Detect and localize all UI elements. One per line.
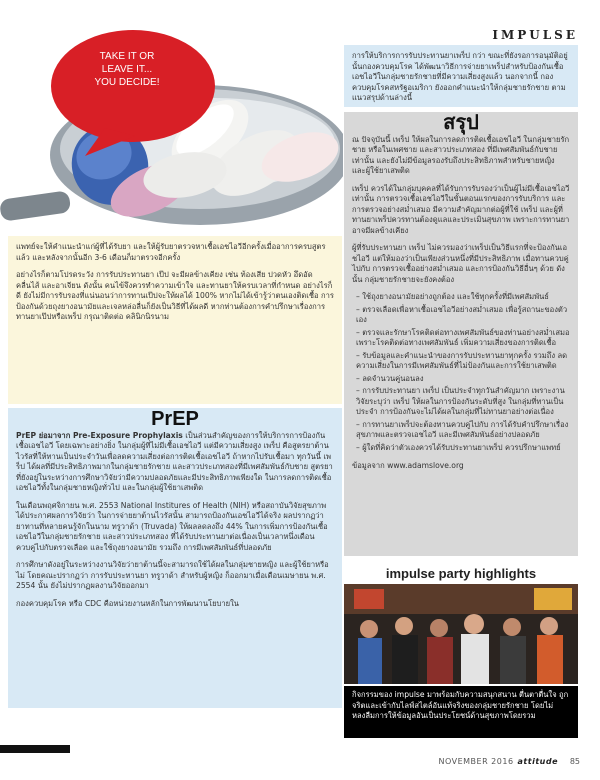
- bubble-text: [68, 50, 186, 89]
- list-item: – การรับประทานยา เพร็ป เป็นประจำทุกวันสำคัญมาก เพราะงานวิจัยระบุว่า เพร็ป ให้ผลในการป้องกันระดับที่สูง ในกลุ่มที่ทานเป็นประจำ การป้องกันจะไม่ได้ผลในกลุ่มที่ไม่ทานยาอย่างต่อเนื่อง: [356, 386, 565, 416]
- paragraph: ณ ปัจจุบันนี้ เพร็ป ให้ผลในการลดการติดเชื้อเอชไอวี ในกลุ่มชายรักชาย หรือในเพศชาย และสาวประเภทสอง ที่มีเพศสัมพันธ์กับชายเท่านั้น และยังไม่มีข้อมูลรองรับถึงประสิทธิภาพสำหรับชายหญิง และผู้ใช้ยาเสพติด: [352, 134, 570, 175]
- list-item: – การทานยาเพร็ปจะต้องทานควบคู่ไปกับ การได้รับคำปรึกษาเรื่องสุขภาพและตรวจเอชไอวี และมีเพศสัมพันธ์อย่างปลอดภัย: [356, 419, 569, 439]
- speech-bubble-shape: [45, 28, 215, 158]
- paragraph: การให้บริการการรับประทานยาเพร็ป กว่า ขณะที่ยังรอการอนุมัติอยู่นั้นกองควบคุมโรค ได้พัฒนาวิธีการจ่ายยาเพร็ปสำหรับป้องกันเชื้อเอชไอวีในกลุ่มชายรักชายที่มีความเสี่ยงสูงแล้ว นอกจากนี้ กองควบคุมโรคสหรัฐอเมริกา ยังออกคำแนะนำให้กลุ่มชายรักชาย ตามแนวสรุปด้านล่างนี้: [352, 51, 568, 102]
- party-photo-illustration: [344, 584, 578, 684]
- list-item: – ตรวจและรักษาโรคติดต่อทางเพศสัมพันธ์ของท่านอย่างสม่ำเสมอ เพราะโรคติดต่อทางเพศสัมพันธ์ เพิ่มความเสี่ยงของการติดเชื้อ: [356, 327, 570, 347]
- paragraph: กองควบคุมโรค หรือ CDC คือหน่วยงานหลักในการพัฒนานโยบายใน: [16, 598, 239, 608]
- prep-heading: PrEP: [151, 408, 199, 430]
- list-item: – รับข้อมูลและคำแนะนำของการรับประทานยาทุกครั้ง รวมถึง ลดความเสี่ยงในการมีเพศสัมพันธ์ที่ไม่ป้องกันและการใช้ยาเสพติด: [356, 350, 568, 370]
- pep-continued-box: [8, 236, 342, 404]
- magazine-section-title: IMPULSE: [492, 28, 578, 42]
- bubble-line: TAKE IT OR: [99, 51, 155, 62]
- paragraph: การศึกษาดังอยู่ในระหว่างงานวิจัยว่ายาต้านนี้จะสามารถใช้ได้ผลในกลุ่มชายหญิง และผู้ใช้ยาหรือไม่ โดยคณะปรากฏว่า การรับประทานยา ทรูวาด้า สำหรับผู้หญิง ก็ออกมาเมื่อเดือนเมษายน พ.ศ. 2554 นั้น ยังไม่ปรากฏผลงานวิจัยออกมา: [16, 560, 329, 590]
- paragraph: [16, 431, 334, 494]
- recommendation-list: [352, 292, 570, 453]
- prep-definition: PrEP ย่อมาจาก Pre-Exposure Prophylaxis: [16, 430, 183, 440]
- paragraph: ผู้ที่รับประทานยา เพร็ป ไม่ควรมองว่าเพร็ปเป็นวิธีแรกที่จะป้องกันเอชไอวี แต่ให้มองว่าเป็นเพียงส่วนหนึ่งที่มีประสิทธิภาพ เมื่อทานควบคู่ไปกับ การตรวจเชื้ออย่างสม่ำเสมอ และการป้องกันวิธีอื่นๆ ด้วย ดังนั้น กลุ่มชายรักชายจะยังคงต้อง: [352, 243, 569, 284]
- magazine-name: attitude: [517, 757, 558, 766]
- take-it-bubble: [45, 28, 215, 162]
- cdc-intro-box: [344, 45, 578, 107]
- list-item: – ลดจำนวนคู่นอนลง: [356, 373, 424, 383]
- page-number: 85: [569, 757, 580, 766]
- paragraph: อย่างไรก็ตามโปรดระวัง การรับประทานยา เป๊ป จะมีผลข้างเคียง เช่น ท้องเสีย ปวดหัว อึดอัด คลื่นไส้ และอาเจียน ดังนั้น คนไข้จึงควรทำความเข้าใจ และทานยาให้ครบเวลาที่กำหนด อย่างไรก็ดี ยังไม่มีการรับรองที่แน่นอนว่าการทานเป๊ปจะให้ผลได้ 100% หากไม่ได้เข้ารู้ว่าตนเองติดเชื้อ การป้องกันด้วยถุงยางอนามัยและเจลหล่อลื่นก็ยังเป็นวิธีที่ได้ผลดี หากท่านต้องการคำปรึกษาเรื่องการทานยาเป๊ปหรือเพร็ป กรุณาติดต่อ คลินิกนิรนาม: [16, 270, 334, 321]
- prep-intro-text: เป็นส่วนสำคัญของการให้บริการการป้องกันเชื้อเอชไอวี โดยเฉพาะอย่างยิ่ง ในกลุ่มผู้ที่ไม่มีเชื้อเอชไอวี แต่มีความเสี่ยงสูง เพร็ป คือสูตรยาต้านไวรัสที่ให้ทานเป็นประจำวันเพื่อลดความเสี่ยงต่อการติดเชื้อเอชไอวี ถ้าหากไปรับเชื้อมา ทุกวันนี้ เพร็ป ได้ผลที่มีประสิทธิภาพมากในกลุ่มชายรักชาย และสาวประเภทสองที่มีเพศสัมพันธ์กับชาย สูตรยาที่ยังอยู่ในระหว่างการศึกษาวิจัยว่ามีความปลอดภัยและมีประสิทธิภาพเพียงใด ในการลดการติดเชื้อเอชไอวีทั้งในกลุ่มชายหญิงทั่วไป และในกลุ่มผู้ใช้ยาเสพติด: [16, 430, 333, 492]
- list-item: – ตรวจเลือดเพื่อหาเชื้อเอชไอวีอย่างสม่ำเสมอ เพื่อรู้สถานะของตัวเอง: [356, 304, 568, 324]
- list-item: – ผู้ใดที่คิดว่าตัวเองควรได้รับประทานยาเพร็ป ควรปรึกษาแพทย์: [356, 442, 561, 452]
- footer-bar: [0, 745, 70, 753]
- paragraph: ในเดือนพฤศจิกายน พ.ศ. 2553 National Institures of Health (NIH) หรือสถาบันวิจัยสุขภาพ ได้ประกาศผลการวิจัยว่า ในการจ่ายยาต้านไวรัสนั้น สามารถป้องกันเอชไอวีได้จริง ผลปรากฏว่า ยาทานที่หลายคนรู้จักในนาม ทรูวาด้า (Truvada) ให้ผลลดลงถึง 44% ในการเพิ่มการป้องกันเชื้อเอชไอวีในกลุ่มชายรักชาย และสาวประเภทสอง ที่ได้รับประทานยาต่อเนื่องเป็นเวลาหนึ่งเดือน ควบคู่ไปกับตรวจเลือด และใช้ถุงยางอนามัย รวมถึง การมีเพศสัมพันธ์ที่ปลอดภัย: [16, 500, 328, 552]
- source-credit: ข้อมูลจาก www.adamslove.org: [352, 461, 464, 470]
- summary-section: [344, 112, 578, 556]
- list-item: – ใช้ถุงยางอนามัยอย่างถูกต้อง และใช้ทุกครั้งที่มีเพศสัมพันธ์: [356, 292, 549, 301]
- summary-heading: สรุป: [443, 112, 479, 134]
- bubble-line: LEAVE IT...: [101, 64, 153, 75]
- prep-section: [8, 408, 342, 708]
- footer-issue: [438, 757, 558, 766]
- party-caption: กิจกรรมของ impulse มาพร้อมกับความสนุกสนาน ตื่นตาตื่นใจ ถูกจริตและเข้ากับไลฟ์สไตล์อันแท้จริงของกลุ่มชายรักชาย โดยไม่หลงลืมการให้ข้อมูลอันเป็นประโยชน์ด้านสุขภาพโดยรวม: [344, 686, 578, 738]
- paragraph: แพทย์จะให้คำแนะนำแก่ผู้ที่ได้รับยา และให้ผู้รับยาตรวจหาเชื้อเอชไอวีอีกครั้งเมื่ออาการครบสูตรแล้ว และหลังจากนั้นอีก 3-6 เดือนก็มาตรวจอีกครั้ง: [16, 242, 326, 262]
- issue-date: NOVEMBER 2016: [438, 757, 514, 766]
- party-photo: [344, 584, 578, 684]
- bubble-line: YOU DECIDE!: [94, 77, 160, 88]
- paragraph: เพร็ป ควรได้ในกลุ่มบุคคลที่ได้รับการรับรองว่าเป็นผู้ไม่มีเชื้อเอชไอวีเท่านั้น การตรวจเชื้อเอชไอวีในขั้นตอนแรกของการรับบริการ และการตรวจอย่างสม่ำเสมอ มีความสำคัญมากต่อผู้ที่ใช้ เพร็ป และผู้ที่ทานยาเพร็ปควรทานต้องดูแลและประเมินสุขภาพ เพราะการทานยาอาจมีผลข้างเคียง: [352, 183, 570, 235]
- party-highlights-title: impulse party highlights: [385, 566, 537, 581]
